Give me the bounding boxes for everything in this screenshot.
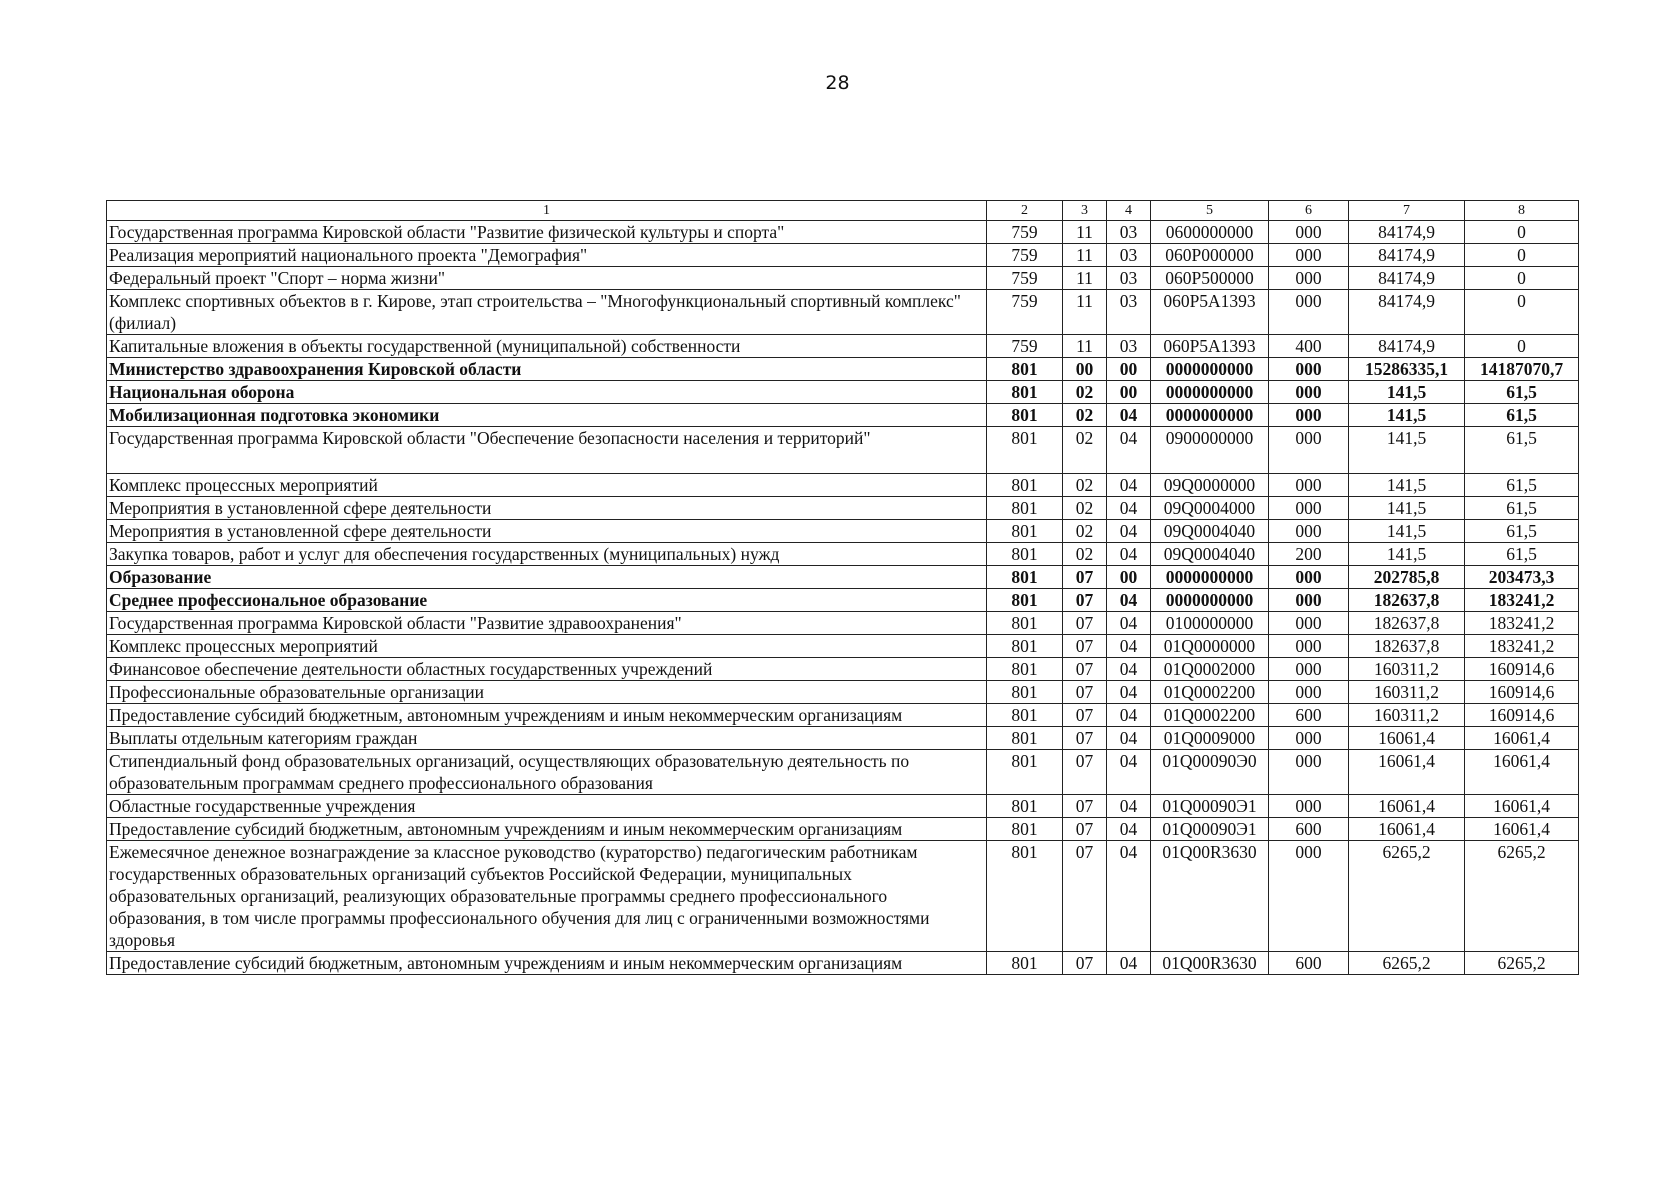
admin-code-cell: 801	[987, 566, 1063, 589]
target-article-cell: 01Q00090Э1	[1151, 795, 1269, 818]
table-row	[107, 612, 1579, 635]
section-cell: 00	[1063, 358, 1107, 381]
expense-type-cell: 000	[1269, 497, 1349, 520]
amount-year1-cell: 141,5	[1349, 404, 1465, 427]
admin-code-cell: 801	[987, 727, 1063, 750]
amount-year2-cell: 61,5	[1465, 381, 1579, 404]
admin-code-cell: 801	[987, 543, 1063, 566]
table-row	[107, 750, 1579, 795]
amount-year1-cell: 16061,4	[1349, 727, 1465, 750]
table-row	[107, 635, 1579, 658]
target-article-cell: 01Q00R3630	[1151, 952, 1269, 975]
amount-year1-cell: 182637,8	[1349, 589, 1465, 612]
column-header: 5	[1151, 201, 1269, 221]
amount-year2-cell: 16061,4	[1465, 750, 1579, 795]
section-cell: 11	[1063, 290, 1107, 335]
row-name-cell: Предоставление субсидий бюджетным, автономным учреждениям и иным некоммерческим организациям	[107, 704, 987, 727]
admin-code-cell: 801	[987, 952, 1063, 975]
target-article-cell: 0000000000	[1151, 381, 1269, 404]
expense-type-cell: 000	[1269, 727, 1349, 750]
table-row	[107, 727, 1579, 750]
subsection-cell: 04	[1107, 474, 1151, 497]
target-article-cell: 01Q00090Э1	[1151, 818, 1269, 841]
amount-year2-cell: 16061,4	[1465, 795, 1579, 818]
target-article-cell: 060P500000	[1151, 267, 1269, 290]
amount-year1-cell: 15286335,1	[1349, 358, 1465, 381]
amount-year2-cell: 61,5	[1465, 497, 1579, 520]
subsection-cell: 03	[1107, 290, 1151, 335]
amount-year1-cell: 182637,8	[1349, 612, 1465, 635]
amount-year1-cell: 141,5	[1349, 497, 1465, 520]
admin-code-cell: 801	[987, 520, 1063, 543]
target-article-cell: 0000000000	[1151, 358, 1269, 381]
section-cell: 07	[1063, 704, 1107, 727]
admin-code-cell: 801	[987, 635, 1063, 658]
target-article-cell: 09Q0004000	[1151, 497, 1269, 520]
column-header: 4	[1107, 201, 1151, 221]
expense-type-cell: 000	[1269, 681, 1349, 704]
table-row	[107, 404, 1579, 427]
admin-code-cell: 759	[987, 335, 1063, 358]
column-header: 8	[1465, 201, 1579, 221]
subsection-cell: 04	[1107, 750, 1151, 795]
amount-year1-cell: 84174,9	[1349, 335, 1465, 358]
admin-code-cell: 801	[987, 497, 1063, 520]
target-article-cell: 0000000000	[1151, 566, 1269, 589]
subsection-cell: 04	[1107, 612, 1151, 635]
expense-type-cell: 000	[1269, 635, 1349, 658]
row-name-cell: Государственная программа Кировской области "Развитие здравоохранения"	[107, 612, 987, 635]
expense-type-cell: 000	[1269, 589, 1349, 612]
amount-year2-cell: 0	[1465, 267, 1579, 290]
column-header: 3	[1063, 201, 1107, 221]
admin-code-cell: 801	[987, 427, 1063, 474]
row-name-cell: Образование	[107, 566, 987, 589]
subsection-cell: 03	[1107, 267, 1151, 290]
amount-year1-cell: 16061,4	[1349, 750, 1465, 795]
amount-year1-cell: 84174,9	[1349, 221, 1465, 244]
amount-year1-cell: 160311,2	[1349, 704, 1465, 727]
table-row	[107, 497, 1579, 520]
row-name-cell: Федеральный проект "Спорт – норма жизни"	[107, 267, 987, 290]
amount-year2-cell: 160914,6	[1465, 658, 1579, 681]
row-name-cell: Закупка товаров, работ и услуг для обеспечения государственных (муниципальных) нужд	[107, 543, 987, 566]
row-name-cell: Министерство здравоохранения Кировской области	[107, 358, 987, 381]
row-name-cell: Мероприятия в установленной сфере деятельности	[107, 497, 987, 520]
row-name-cell: Предоставление субсидий бюджетным, автономным учреждениям и иным некоммерческим организациям	[107, 952, 987, 975]
table-row	[107, 952, 1579, 975]
subsection-cell: 04	[1107, 427, 1151, 474]
amount-year1-cell: 16061,4	[1349, 818, 1465, 841]
section-cell: 11	[1063, 221, 1107, 244]
admin-code-cell: 801	[987, 589, 1063, 612]
expense-type-cell: 000	[1269, 612, 1349, 635]
row-name-cell: Комплекс процессных мероприятий	[107, 474, 987, 497]
amount-year1-cell: 16061,4	[1349, 795, 1465, 818]
admin-code-cell: 759	[987, 244, 1063, 267]
subsection-cell: 04	[1107, 727, 1151, 750]
budget-table	[106, 200, 1579, 975]
section-cell: 07	[1063, 681, 1107, 704]
row-name-cell: Комплекс процессных мероприятий	[107, 635, 987, 658]
column-header: 2	[987, 201, 1063, 221]
section-cell: 11	[1063, 335, 1107, 358]
section-cell: 07	[1063, 841, 1107, 952]
section-cell: 07	[1063, 795, 1107, 818]
table-row	[107, 589, 1579, 612]
table-row	[107, 267, 1579, 290]
admin-code-cell: 801	[987, 358, 1063, 381]
amount-year1-cell: 6265,2	[1349, 841, 1465, 952]
amount-year2-cell: 61,5	[1465, 427, 1579, 474]
section-cell: 02	[1063, 497, 1107, 520]
amount-year2-cell: 6265,2	[1465, 841, 1579, 952]
target-article-cell: 09Q0000000	[1151, 474, 1269, 497]
amount-year2-cell: 14187070,7	[1465, 358, 1579, 381]
column-header: 6	[1269, 201, 1349, 221]
amount-year2-cell: 61,5	[1465, 474, 1579, 497]
subsection-cell: 03	[1107, 244, 1151, 267]
section-cell: 07	[1063, 727, 1107, 750]
subsection-cell: 03	[1107, 221, 1151, 244]
amount-year1-cell: 202785,8	[1349, 566, 1465, 589]
expense-type-cell: 000	[1269, 267, 1349, 290]
row-name-cell: Государственная программа Кировской области "Обеспечение безопасности населения и территорий"	[107, 427, 987, 474]
amount-year2-cell: 183241,2	[1465, 612, 1579, 635]
row-name-cell: Капитальные вложения в объекты государственной (муниципальной) собственности	[107, 335, 987, 358]
subsection-cell: 04	[1107, 404, 1151, 427]
admin-code-cell: 801	[987, 474, 1063, 497]
target-article-cell: 060P5A1393	[1151, 290, 1269, 335]
table-row	[107, 358, 1579, 381]
section-cell: 11	[1063, 267, 1107, 290]
amount-year2-cell: 16061,4	[1465, 818, 1579, 841]
subsection-cell: 04	[1107, 952, 1151, 975]
subsection-cell: 04	[1107, 658, 1151, 681]
subsection-cell: 04	[1107, 795, 1151, 818]
section-cell: 02	[1063, 427, 1107, 474]
row-name-cell: Мероприятия в установленной сфере деятельности	[107, 520, 987, 543]
row-name-cell: Областные государственные учреждения	[107, 795, 987, 818]
row-name-cell: Предоставление субсидий бюджетным, автономным учреждениям и иным некоммерческим организациям	[107, 818, 987, 841]
target-article-cell: 01Q0000000	[1151, 635, 1269, 658]
target-article-cell: 01Q0002200	[1151, 704, 1269, 727]
section-cell: 07	[1063, 658, 1107, 681]
subsection-cell: 04	[1107, 520, 1151, 543]
row-name-cell: Национальная оборона	[107, 381, 987, 404]
table-row	[107, 244, 1579, 267]
admin-code-cell: 759	[987, 290, 1063, 335]
target-article-cell: 0000000000	[1151, 404, 1269, 427]
table-row	[107, 818, 1579, 841]
section-cell: 11	[1063, 244, 1107, 267]
section-cell: 02	[1063, 381, 1107, 404]
section-cell: 02	[1063, 520, 1107, 543]
amount-year1-cell: 141,5	[1349, 543, 1465, 566]
section-cell: 07	[1063, 566, 1107, 589]
row-name-cell: Стипендиальный фонд образовательных организаций, осуществляющих образовательную деятельность по образовательным программам среднего профессионального образования	[107, 750, 987, 795]
subsection-cell: 00	[1107, 381, 1151, 404]
column-header: 1	[107, 201, 987, 221]
admin-code-cell: 759	[987, 267, 1063, 290]
target-article-cell: 0600000000	[1151, 221, 1269, 244]
amount-year2-cell: 183241,2	[1465, 635, 1579, 658]
subsection-cell: 04	[1107, 704, 1151, 727]
table-row	[107, 658, 1579, 681]
row-name-cell: Среднее профессиональное образование	[107, 589, 987, 612]
amount-year1-cell: 141,5	[1349, 427, 1465, 474]
section-cell: 07	[1063, 750, 1107, 795]
subsection-cell: 00	[1107, 358, 1151, 381]
amount-year2-cell: 16061,4	[1465, 727, 1579, 750]
table-row	[107, 543, 1579, 566]
table-row	[107, 566, 1579, 589]
table-row	[107, 520, 1579, 543]
row-name-cell: Выплаты отдельным категориям граждан	[107, 727, 987, 750]
row-name-cell: Реализация мероприятий национального проекта "Демография"	[107, 244, 987, 267]
expense-type-cell: 000	[1269, 404, 1349, 427]
amount-year1-cell: 84174,9	[1349, 290, 1465, 335]
section-cell: 07	[1063, 612, 1107, 635]
admin-code-cell: 801	[987, 841, 1063, 952]
admin-code-cell: 759	[987, 221, 1063, 244]
subsection-cell: 04	[1107, 497, 1151, 520]
expense-type-cell: 000	[1269, 474, 1349, 497]
amount-year1-cell: 84174,9	[1349, 267, 1465, 290]
section-cell: 02	[1063, 543, 1107, 566]
subsection-cell: 04	[1107, 589, 1151, 612]
table-row	[107, 841, 1579, 952]
subsection-cell: 03	[1107, 335, 1151, 358]
row-name-cell: Профессиональные образовательные организации	[107, 681, 987, 704]
row-name-cell: Государственная программа Кировской области "Развитие физической культуры и спорта"	[107, 221, 987, 244]
section-cell: 07	[1063, 952, 1107, 975]
amount-year1-cell: 160311,2	[1349, 681, 1465, 704]
table-row	[107, 381, 1579, 404]
subsection-cell: 04	[1107, 818, 1151, 841]
admin-code-cell: 801	[987, 381, 1063, 404]
section-cell: 07	[1063, 589, 1107, 612]
row-name-cell: Ежемесячное денежное вознаграждение за классное руководство (кураторство) педагогическим работникам государственных образовательных организаций субъектов Российской Федерации, муниципальных образовательных организаций, реализующих образовательные программы среднего профессионального образования, в том числе программы профессионального обучения для лиц с ограниченными возможностями здоровья	[107, 841, 987, 952]
amount-year1-cell: 84174,9	[1349, 244, 1465, 267]
amount-year1-cell: 6265,2	[1349, 952, 1465, 975]
expense-type-cell: 000	[1269, 841, 1349, 952]
target-article-cell: 060P5A1393	[1151, 335, 1269, 358]
target-article-cell: 01Q0009000	[1151, 727, 1269, 750]
section-cell: 02	[1063, 474, 1107, 497]
target-article-cell: 060P000000	[1151, 244, 1269, 267]
amount-year2-cell: 61,5	[1465, 404, 1579, 427]
target-article-cell: 01Q0002000	[1151, 658, 1269, 681]
table-row	[107, 221, 1579, 244]
table-row	[107, 795, 1579, 818]
expense-type-cell: 000	[1269, 795, 1349, 818]
subsection-cell: 04	[1107, 635, 1151, 658]
amount-year1-cell: 141,5	[1349, 474, 1465, 497]
row-name-cell: Финансовое обеспечение деятельности областных государственных учреждений	[107, 658, 987, 681]
subsection-cell: 04	[1107, 841, 1151, 952]
expense-type-cell: 000	[1269, 750, 1349, 795]
table-row	[107, 474, 1579, 497]
subsection-cell: 00	[1107, 566, 1151, 589]
amount-year2-cell: 160914,6	[1465, 681, 1579, 704]
amount-year2-cell: 183241,2	[1465, 589, 1579, 612]
target-article-cell: 0000000000	[1151, 589, 1269, 612]
admin-code-cell: 801	[987, 795, 1063, 818]
target-article-cell: 01Q00R3630	[1151, 841, 1269, 952]
admin-code-cell: 801	[987, 612, 1063, 635]
target-article-cell: 0900000000	[1151, 427, 1269, 474]
target-article-cell: 0100000000	[1151, 612, 1269, 635]
target-article-cell: 09Q0004040	[1151, 543, 1269, 566]
section-cell: 07	[1063, 635, 1107, 658]
amount-year1-cell: 160311,2	[1349, 658, 1465, 681]
section-cell: 07	[1063, 818, 1107, 841]
amount-year2-cell: 6265,2	[1465, 952, 1579, 975]
amount-year1-cell: 182637,8	[1349, 635, 1465, 658]
target-article-cell: 01Q00090Э0	[1151, 750, 1269, 795]
amount-year2-cell: 0	[1465, 221, 1579, 244]
expense-type-cell: 000	[1269, 658, 1349, 681]
amount-year2-cell: 0	[1465, 244, 1579, 267]
admin-code-cell: 801	[987, 704, 1063, 727]
table-header-row	[107, 201, 1579, 221]
amount-year2-cell: 203473,3	[1465, 566, 1579, 589]
amount-year2-cell: 160914,6	[1465, 704, 1579, 727]
admin-code-cell: 801	[987, 818, 1063, 841]
table-row	[107, 335, 1579, 358]
expense-type-cell: 200	[1269, 543, 1349, 566]
amount-year2-cell: 0	[1465, 335, 1579, 358]
expense-type-cell: 600	[1269, 704, 1349, 727]
amount-year1-cell: 141,5	[1349, 381, 1465, 404]
column-header: 7	[1349, 201, 1465, 221]
target-article-cell: 09Q0004040	[1151, 520, 1269, 543]
expense-type-cell: 000	[1269, 290, 1349, 335]
amount-year2-cell: 61,5	[1465, 543, 1579, 566]
admin-code-cell: 801	[987, 681, 1063, 704]
amount-year1-cell: 141,5	[1349, 520, 1465, 543]
expense-type-cell: 000	[1269, 244, 1349, 267]
target-article-cell: 01Q0002200	[1151, 681, 1269, 704]
amount-year2-cell: 0	[1465, 290, 1579, 335]
table-row	[107, 681, 1579, 704]
table-row	[107, 290, 1579, 335]
amount-year2-cell: 61,5	[1465, 520, 1579, 543]
admin-code-cell: 801	[987, 658, 1063, 681]
expense-type-cell: 000	[1269, 221, 1349, 244]
expense-type-cell: 600	[1269, 952, 1349, 975]
row-name-cell: Мобилизационная подготовка экономики	[107, 404, 987, 427]
table-row	[107, 704, 1579, 727]
table-row	[107, 427, 1579, 474]
page-number: 28	[825, 72, 850, 94]
subsection-cell: 04	[1107, 543, 1151, 566]
expense-type-cell: 400	[1269, 335, 1349, 358]
expense-type-cell: 000	[1269, 381, 1349, 404]
subsection-cell: 04	[1107, 681, 1151, 704]
admin-code-cell: 801	[987, 750, 1063, 795]
expense-type-cell: 000	[1269, 358, 1349, 381]
row-name-cell: Комплекс спортивных объектов в г. Кирове, этап строительства – "Многофункциональный спортивный комплекс" (филиал)	[107, 290, 987, 335]
expense-type-cell: 000	[1269, 520, 1349, 543]
expense-type-cell: 600	[1269, 818, 1349, 841]
section-cell: 02	[1063, 404, 1107, 427]
admin-code-cell: 801	[987, 404, 1063, 427]
expense-type-cell: 000	[1269, 427, 1349, 474]
expense-type-cell: 000	[1269, 566, 1349, 589]
